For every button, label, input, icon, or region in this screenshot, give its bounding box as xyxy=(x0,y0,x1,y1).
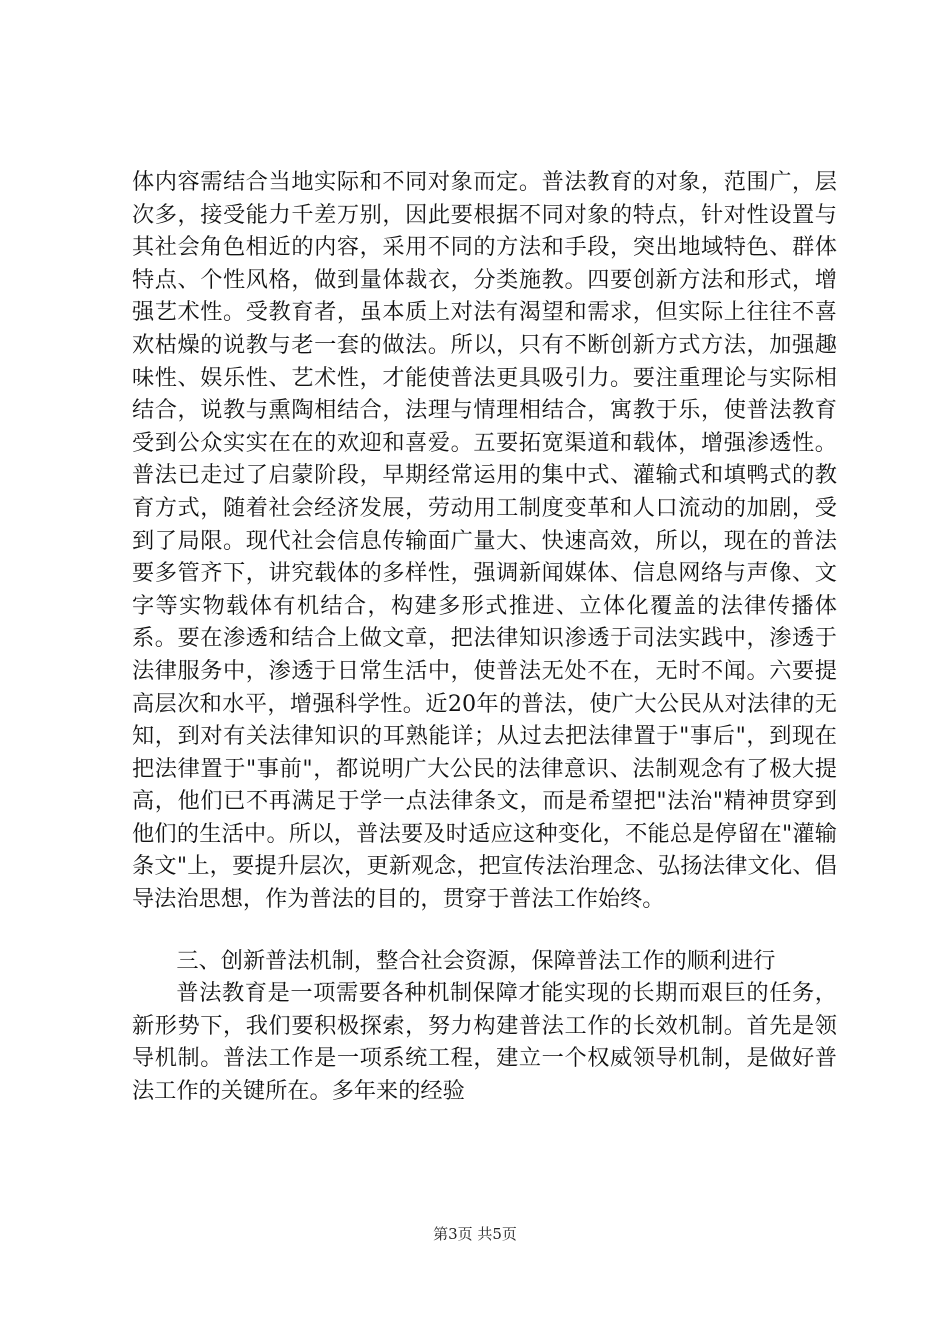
section-heading: 三、创新普法机制，整合社会资源，保障普法工作的顺利进行 xyxy=(176,947,776,974)
page-number-footer: 第3页 共5页 xyxy=(433,1225,517,1243)
body-paragraph-continuation: 体内容需结合当地实际和不同对象而定。普法教育的对象，范围广，层次多，接受能力千差万别，因此要根据不同对象的特点，针对性设置与其社会角色相近的内容，采用不同的方法和手段，突出地域特色、群体特点、个性风格，做到量体裁衣，分类施教。四要创新方法和形式，增强艺术性。受教育者，虽本质上对法有渴望和需求，但实际上往往不喜欢枯燥的说教与老一套的做法。所以，只有不断创新方式方法，加强趣味性、娱乐性、艺术性，才能使普法更具吸引力。要注重理论与实际相结合，说教与熏陶相结合，法理与情理相结合，寓教于乐，使普法教育受到公众实实在在的欢迎和喜爱。五要拓宽渠道和载体，增强渗透性。普法已走过了启蒙阶段，早期经常运用的集中式、灌输式和填鸭式的教育方式，随着社会经济发展，劳动用工制度变革和人口流动的加剧，受到了局限。现代社会信息传输面广量大、快速高效，所以，现在的普法要多管齐下，讲究载体的多样性，强调新闻媒体、信息网络与声像、文字等实物载体有机结合，构建多形式推进、立体化覆盖的法律传播体系。要在渗透和结合上做文章，把法律知识渗透于司法实践中，渗透于法律服务中，渗透于日常生活中，使普法无处不在，无时不闻。六要提高层次和水平，增强科学性。近20年的普法，使广大公民从对法律的无知，到对有关法律知识的耳熟能详；从过去把法律置于"事后"，到现在把法律置于"事前"，都说明广大公民的法律意识、法制观念有了极大提高，他们已不再满足于学一点法律条文，而是希望把"法治"精神贯穿到他们的生活中。所以，普法要及时适应这种变化，不能总是停留在"灌输条文"上，要提升层次，更新观念，把宣传法治理念、弘扬法律文化、倡导法治思想，作为普法的目的，贯穿于普法工作始终。 xyxy=(132,169,837,913)
body-paragraph: 普法教育是一项需要各种机制保障才能实现的长期而艰巨的任务，新形势下，我们要积极探索，努力构建普法工作的长效机制。首先是领导机制。普法工作是一项系统工程，建立一个权威领导机制，是做好普法工作的关键所在。多年来的经验 xyxy=(132,980,837,1105)
paragraph-spacing xyxy=(132,916,837,945)
document-body xyxy=(132,166,837,1108)
